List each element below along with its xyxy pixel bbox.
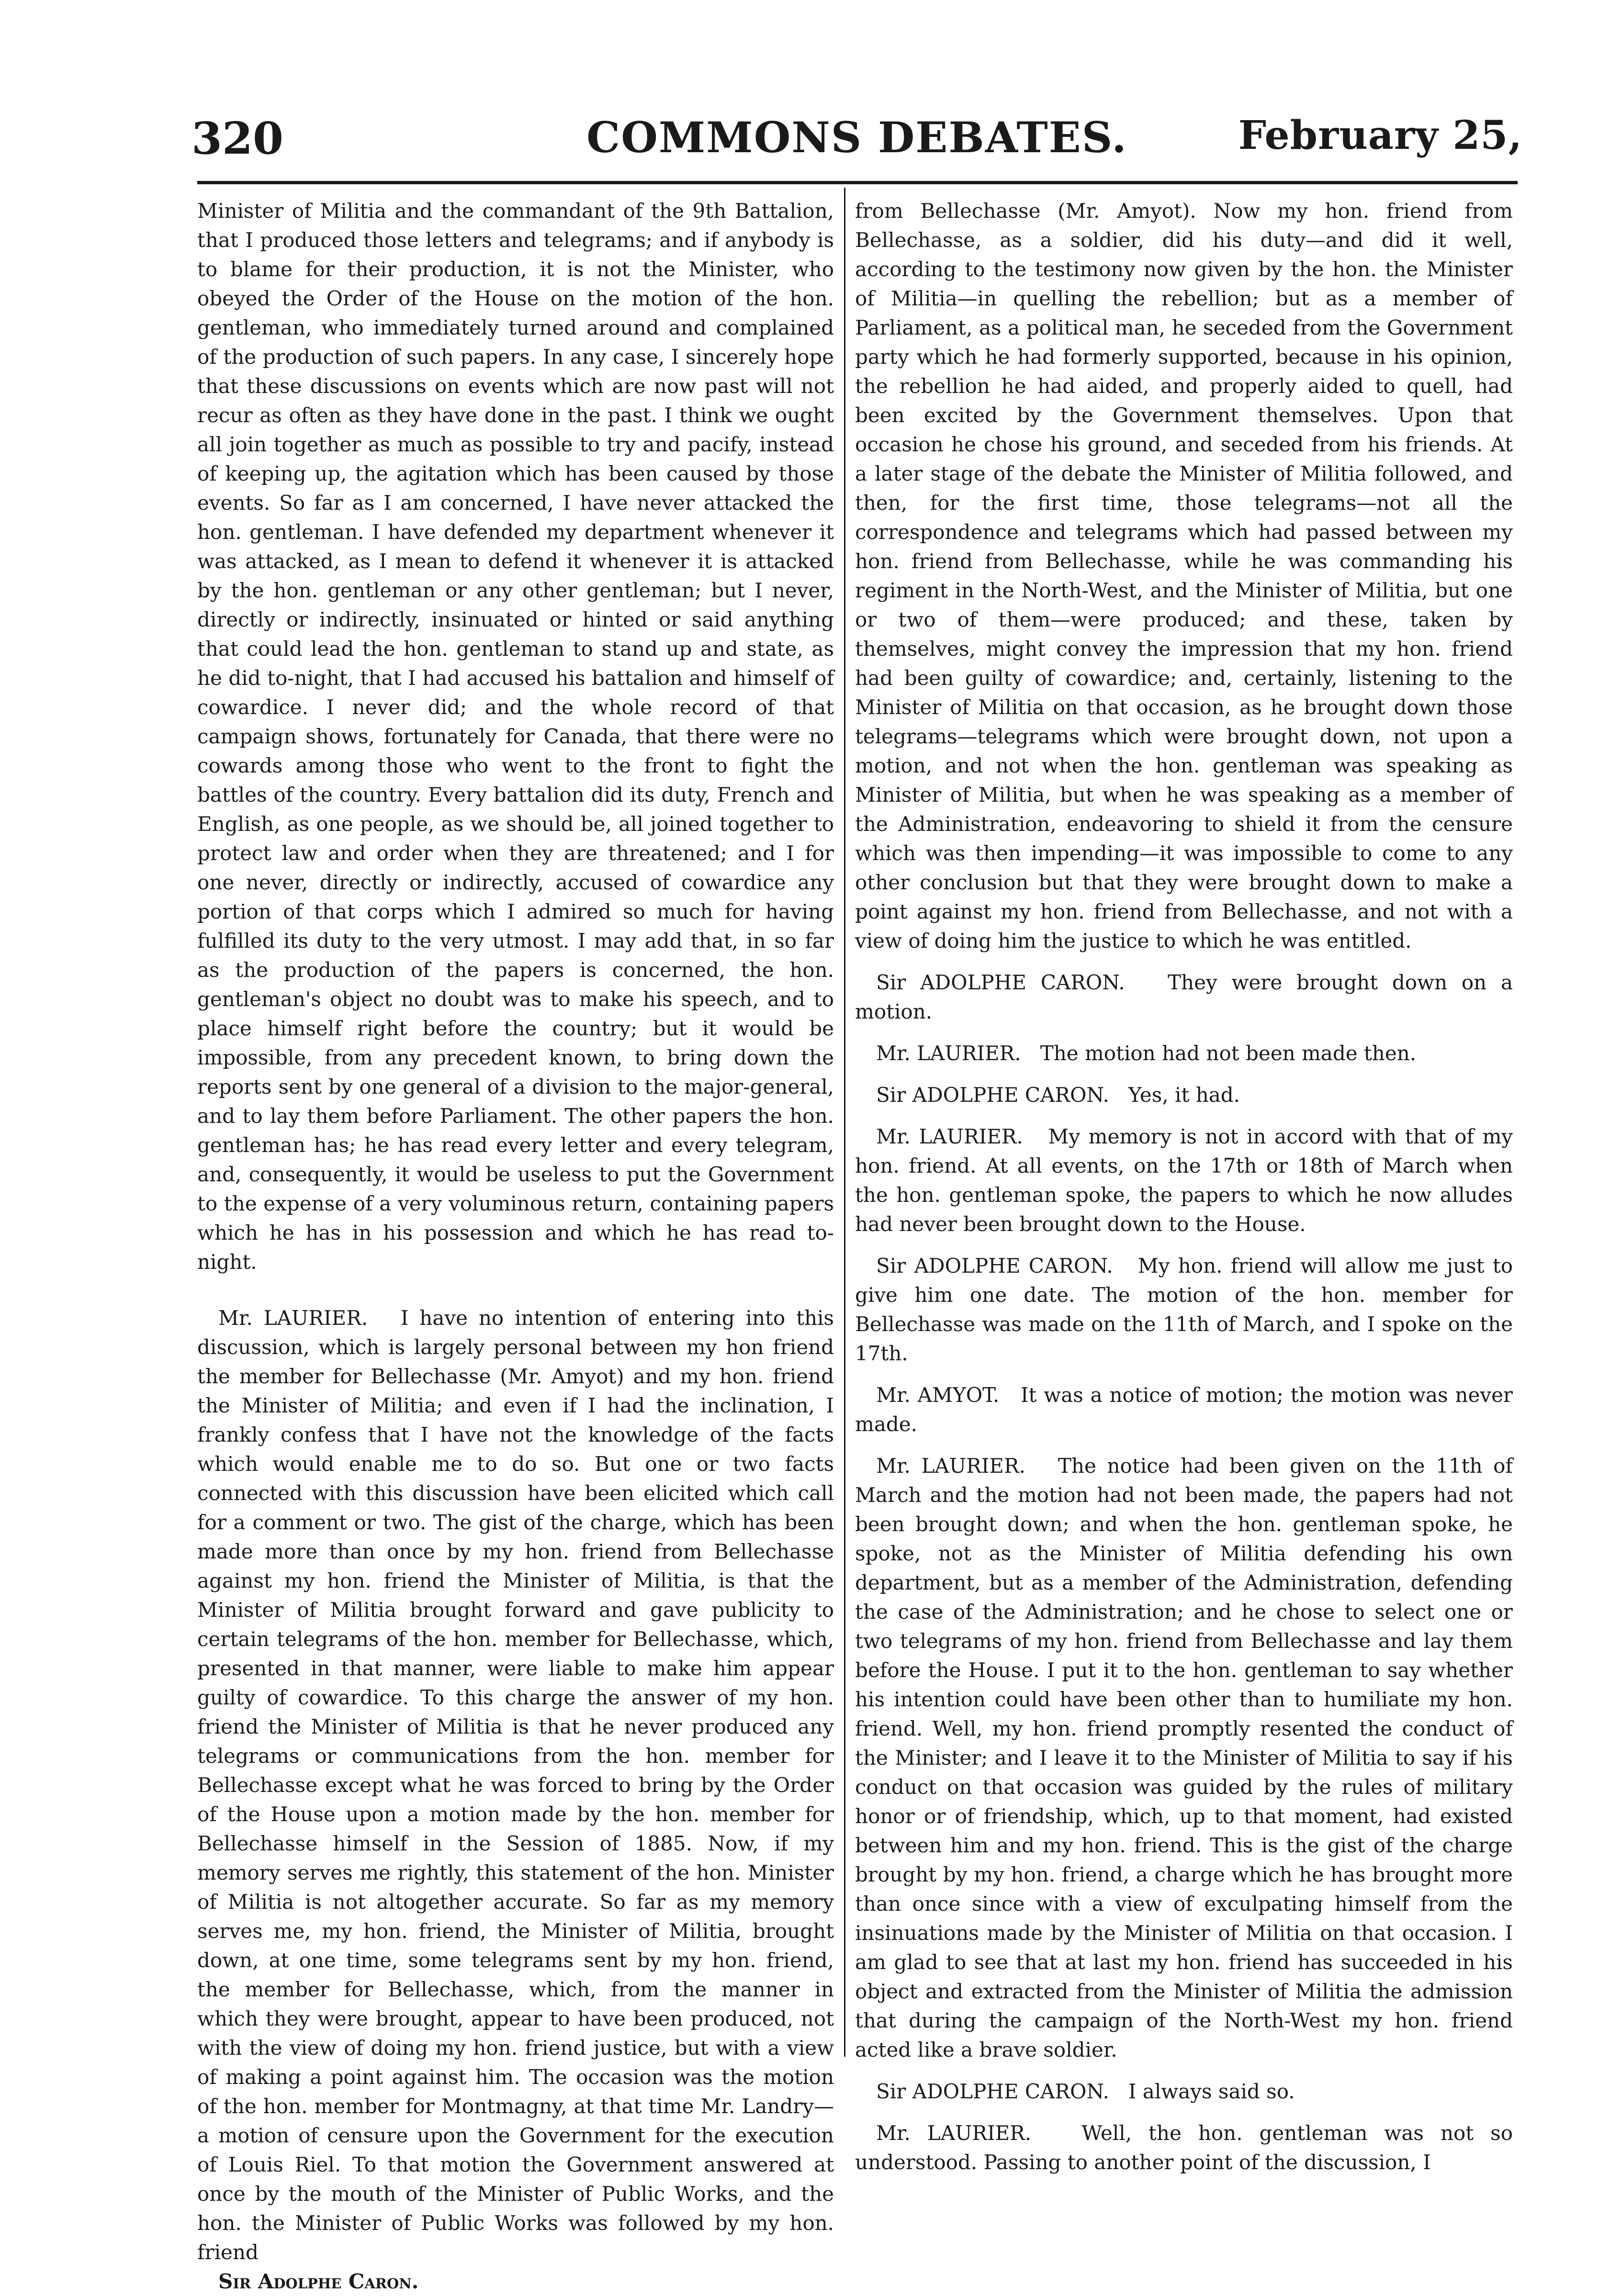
speech-text: I always said so. (1128, 2080, 1295, 2103)
speech-entry (855, 1451, 1513, 2064)
page-date: February 25, (1238, 112, 1522, 158)
right-column (855, 196, 1513, 2174)
left-paragraph: Minister of Militia and the commandant of the 9th Battalion, that I produced those letters and telegrams; and if anybody is to blame for their production, it is not the Minister, who obeyed the Order of the House on the motion of the hon. gentleman, who immediately turned around and complained of the production of such papers. In any case, I sincerely hope that these discussions on events which are now past will not recur as often as they have done in the past. I think we ought all join together as much as possible to try and pacify, instead of keeping up, the agitation which has been caused by those events. So far as I am concerned, I have never attacked the hon. gentleman. I have defended my department whenever it was attacked, as I mean to defend it whenever it is attacked by the hon. gentleman or any other gentleman; but I never, directly or indirectly, insinuated or hinted or said anything that could lead the hon. gentleman to stand up and state, as he did to-night, that I had accused his battalion and himself of cowardice. I never did; and the whole record of that campaign shows, fortunately for Canada, that there were no cowards among those who went to the front to fight the battles of the country. Every battalion did its duty, French and English, as one people, as we should be, all joined together to protect law and order when they are threatened; and I for one never, directly or indirectly, accused of cowardice any portion of that corps which I admired so much for having fulfilled its duty to the very utmost. I may add that, in so far as the production of the papers is concerned, the hon. gentleman's object no doubt was to make his speech, and to place himself right before the country; but it would be impossible, from any precedent known, to bring down the reports sent by one general of a division to the major-general, and to lay them before Parliament. The other papers the hon. gentleman has; he has read every letter and every telegram, and, consequently, it would be useless to put the Government to the expense of a very voluminous return, containing papers which he has in his possession and which he has read to-night. (197, 199, 834, 1274)
speaker-name: Mr. LAURIER. (218, 1306, 368, 1330)
speech-entry (855, 1251, 1513, 1368)
running-footer: Sir Adolphe Caron. (218, 2270, 419, 2293)
speech-entry (855, 1039, 1513, 1068)
speech-text: My hon. friend will allow me just to give him one date. The motion of the hon. member for Bellechasse was made on the 11th of March, and I spoke on the 17th. (855, 1254, 1513, 1365)
speech-entry (855, 1080, 1513, 1109)
speech-entry (855, 1122, 1513, 1239)
speaker-name: Mr. LAURIER. (876, 1125, 1023, 1148)
speech-entry (855, 1380, 1513, 1439)
right-paragraph: from Bellechasse (Mr. Amyot). Now my hon. friend from Bellechasse, as a soldier, did his duty—and did it well, according to the testimony now given by the hon. the Minister of Militia—in quelling the rebellion; but as a member of Parliament, as a political man, he seceded from the Government party which he had formerly supported, because in his opinion, the rebellion he had aided, and properly aided to quell, had been excited by the Government themselves. Upon that occasion he chose his ground, and seceded from his friends. At a later stage of the debate the Minister of Militia followed, and then, for the first time, those telegrams—not all the correspondence and telegrams which had passed between my hon. friend from Bellechasse, while he was commanding his regiment in the North-West, and the Minister of Militia, but one or two of them—were produced; and these, taken by themselves, might convey the impression that my hon. friend had been guilty of cowardice; and, certainly, listening to the Minister of Militia on that occasion, as he brought down those telegrams—telegrams which were brought down, not upon a motion, and not when the hon. gentleman was speaking as Minister of Militia, but when he was speaking as a member of the Administration, endeavoring to shield it from the censure which was then impending—it was impossible to come to any other conclusion but that they were brought down to make a point against my hon. friend from Bellechasse, and not with a view of doing him the justice to which he was entitled. (855, 199, 1513, 952)
page-title: COMMONS DEBATES. (586, 112, 1127, 162)
speech-text: My memory is not in accord with that of my hon. friend. At all events, on the 17th or 18th of March when the hon. gentleman spoke, the papers to which he now alludes had never been brought down to the House. (855, 1125, 1513, 1236)
speaker-name: Mr. LAURIER. (876, 2121, 1032, 2145)
speaker-name: Mr. AMYOT. (876, 1383, 1000, 1407)
page-header (191, 108, 1522, 203)
speech-entry (855, 2077, 1513, 2106)
speaker-name: Mr. LAURIER. (876, 1454, 1025, 1478)
speech-text: It was a notice of motion; the motion was never made. (855, 1383, 1513, 1436)
column-divider (844, 188, 845, 2057)
speech-text: The motion had not been made then. (1040, 1042, 1417, 1065)
speech-entry (855, 968, 1513, 1026)
speaker-name: Sir ADOLPHE CARON. (876, 2080, 1109, 2103)
left-speech (197, 1303, 834, 2267)
speaker-name: Mr. LAURIER. (876, 1042, 1021, 1065)
speech-entry (855, 2118, 1513, 2177)
speaker-name: Sir ADOLPHE CARON. (876, 1083, 1109, 1107)
speech-text: Yes, it had. (1128, 1083, 1240, 1107)
speech-text: The notice had been given on the 11th of March and the motion had not been made, the papers had not been brought down; and when the hon. gentleman spoke, he spoke, not as the Minister of Militia defending his own department, but as a member of the Administration, defending the case of the Administration; and he chose to select one or two telegrams of my hon. friend from Bellechasse and lay them before the House. I put it to the hon. gentleman to say whether his intention could have been other than to humiliate my hon. friend. Well, my hon. friend promptly resented the conduct of the Minister; and I leave it to the Minister of Militia to say if his conduct on that occasion was guided by the rules of military honor or of friendship, which, up to that moment, had existed between him and my hon. friend. This is the gist of the charge brought by my hon. friend, a charge which he has brought more than once since with a view of exculpating himself from the insinuations made by the Minister of Militia on that occasion. I am glad to see that at last my hon. friend has succeeded in his object and extracted from the Minister of Militia the admission that during the campaign of the North-West my hon. friend acted like a brave soldier. (855, 1454, 1513, 2061)
header-rule (197, 181, 1518, 184)
page-number: 320 (191, 112, 284, 164)
speaker-name: Sir ADOLPHE CARON. (876, 971, 1125, 994)
speech-text: Well, the hon. gentleman was not so understood. Passing to another point of the discussion, I (855, 2121, 1513, 2174)
speech-text: I have no intention of entering into this discussion, which is largely personal between my hon friend the member for Bellechasse (Mr. Amyot) and my hon. friend the Minister of Militia; and even if I had the inclination, I frankly confess that I have not the knowledge of the facts which would enable me to do so. But one or two facts connected with this discussion have been elicited which call for a comment or two. The gist of the charge, which has been made more than once by my hon. friend from Bellechasse against my hon. friend the Minister of Militia, is that the Minister of Militia brought forward and gave publicity to certain telegrams of the hon. member for Bellechasse, which, presented in that manner, were liable to make him appear guilty of cowardice. To this charge the answer of my hon. friend the Minister of Militia is that he never produced any telegrams or communications from the hon. member for Bellechasse except what he was forced to bring by the Order of the House upon a motion made by the hon. member for Bellechasse himself in the Session of 1885. Now, if my memory serves me rightly, this statement of the hon. Minister of Militia is not altogether accurate. So far as my memory serves me, my hon. friend, the Minister of Militia, brought down, at one time, some telegrams sent by my hon. friend, the member for Bellechasse, which, from the manner in which they were brought, appear to have been produced, not with the view of doing my hon. friend justice, but with a view of making a point against him. The occasion was the motion of the hon. member for Montmagny, at that time Mr. Landry—a motion of censure upon the Government for the execution of Louis Riel. To that motion the Government answered at once by the mouth of the Minister of Public Works, and the hon. the Minister of Public Works was followed by my hon. friend (197, 1306, 834, 2264)
left-column (197, 196, 834, 2293)
speech-text: They were brought down on a motion. (855, 971, 1513, 1023)
speaker-name: Sir ADOLPHE CARON. (876, 1254, 1113, 1277)
